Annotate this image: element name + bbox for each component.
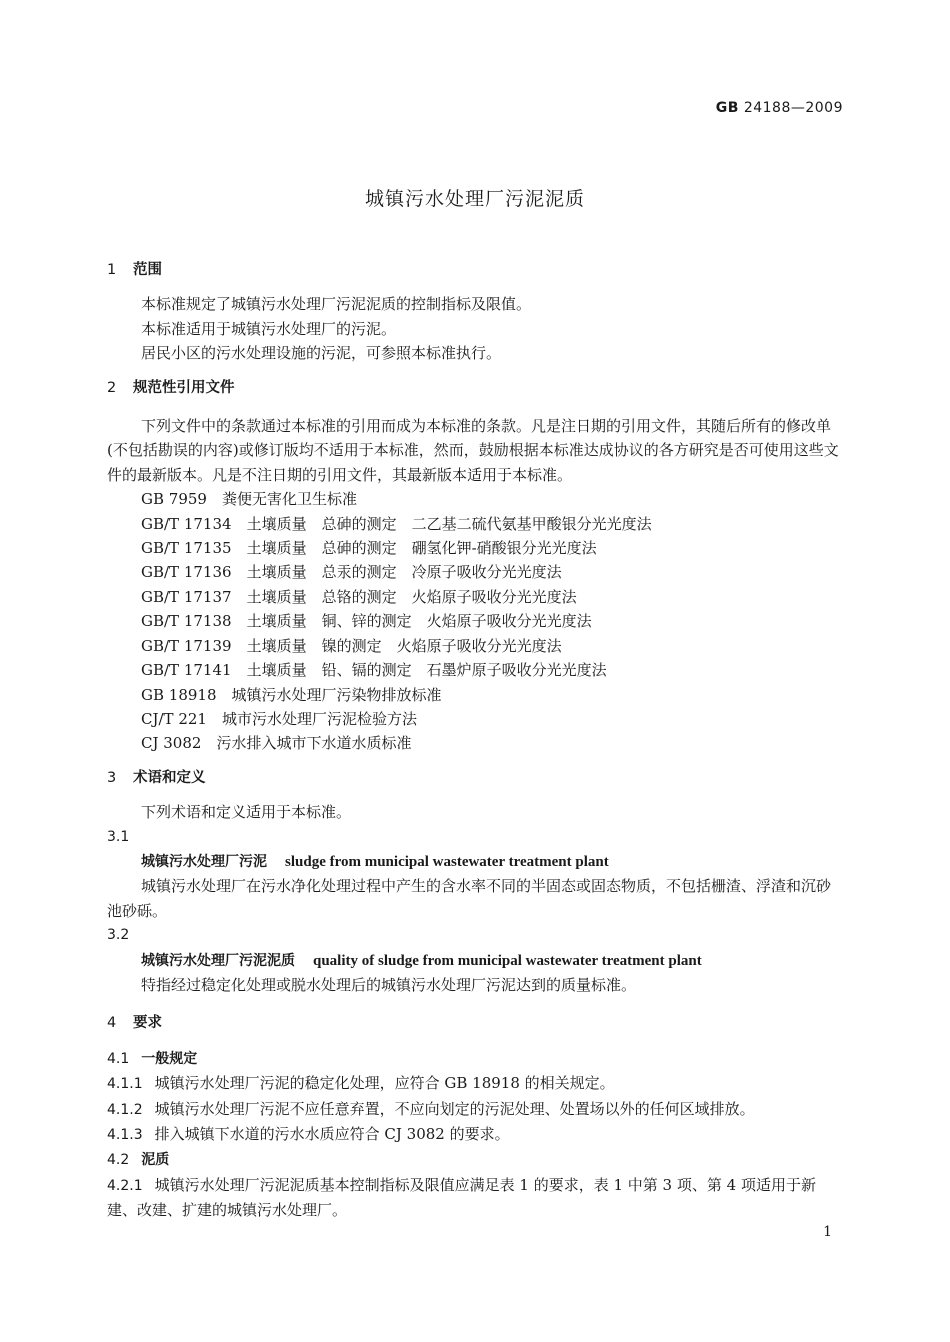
reference-code: GB/T 17135 xyxy=(141,539,232,558)
reference-title: 城市污水处理厂污泥检验方法 xyxy=(221,709,417,728)
reference-code: GB/T 17136 xyxy=(141,563,232,582)
term-english: quality of sludge from municipal wastewater treatment plant xyxy=(313,952,702,969)
reference-title: 城镇污水处理厂污染物排放标准 xyxy=(231,685,442,704)
term-chinese: 城镇污水处理厂污泥泥质 xyxy=(141,952,295,969)
reference-title: 土壤质量 铜、锌的测定 火焰原子吸收分光光度法 xyxy=(246,612,592,631)
reference-item xyxy=(107,683,843,707)
reference-item xyxy=(107,609,843,633)
reference-item xyxy=(107,536,843,560)
reference-item xyxy=(107,585,843,609)
clause: 4.1.1 城镇污水处理厂污泥的稳定化处理，应符合 GB 18918 的相关规定。 xyxy=(107,1074,615,1093)
clause: 4.1.3 排入城镇下水道的污水水质应符合 CJ 3082 的要求。 xyxy=(107,1125,510,1143)
term-chinese: 城镇污水处理厂污泥 xyxy=(141,853,267,870)
term-definition: 特指经过稳定化处理或脱水处理后的城镇污水处理厂污泥达到的质量标准。 xyxy=(141,975,637,994)
reference-code: GB/T 17138 xyxy=(141,612,232,631)
reference-code: GB/T 17134 xyxy=(141,514,232,533)
references-intro: 下列文件中的条款通过本标准的引用而成为本标准的条款。凡是注日期的引用文件，其随后所有的修改单(不包括勘误的内容)或修订版均不适用于本标准，然而，鼓励根据本标准达成协议的各方研究是否可使用这些文件的最新版本。凡是不注日期的引用文件，其最新版本适用于本标准。 xyxy=(107,417,839,484)
scope-paragraph: 居民小区的污水处理设施的污泥，可参照本标准执行。 xyxy=(141,344,502,363)
term-english: sludge from municipal wastewater treatment plant xyxy=(285,853,609,870)
reference-item xyxy=(107,707,843,731)
scope-paragraph: 本标准规定了城镇污水处理厂污泥泥质的控制指标及限值。 xyxy=(141,295,532,314)
reference-title: 土壤质量 总砷的测定 硼氢化钾-硝酸银分光光度法 xyxy=(246,539,597,558)
term-number: 3.1 xyxy=(107,828,130,845)
reference-title: 粪便无害化卫生标准 xyxy=(221,490,357,509)
clause: 4.2.1 城镇污水处理厂污泥泥质基本控制指标及限值应满足表 1 的要求，表 1 中第 3 项、第 4 项适用于新建、改建、扩建的城镇污水处理厂。 xyxy=(107,1175,816,1220)
reference-title: 污水排入城市下水道水质标准 xyxy=(216,734,412,753)
reference-code: GB 7959 xyxy=(141,490,207,509)
section-heading-requirements: 4 要求 xyxy=(107,1015,162,1032)
reference-item xyxy=(107,658,843,682)
terms-intro: 下列术语和定义适用于本标准。 xyxy=(141,803,352,822)
page-title: 城镇污水处理厂污泥泥质 xyxy=(364,188,585,210)
subsection-heading: 4.1 一般规定 xyxy=(107,1050,198,1067)
subsection-heading: 4.2 泥质 xyxy=(107,1152,170,1169)
reference-title: 土壤质量 总汞的测定 冷原子吸收分光光度法 xyxy=(246,563,562,582)
reference-title: 土壤质量 总砷的测定 二乙基二硫代氨基甲酸银分光光度法 xyxy=(246,514,652,533)
section-heading-normative-references: 2 规范性引用文件 xyxy=(107,379,235,396)
section-heading-terms: 3 术语和定义 xyxy=(107,769,206,786)
reference-title: 土壤质量 镍的测定 火焰原子吸收分光光度法 xyxy=(246,636,562,655)
reference-item xyxy=(107,512,843,536)
reference-code: GB/T 17139 xyxy=(141,636,232,655)
reference-code: CJ/T 221 xyxy=(141,709,207,728)
reference-code: GB 18918 xyxy=(141,685,217,704)
reference-title: 土壤质量 总铬的测定 火焰原子吸收分光光度法 xyxy=(246,587,577,606)
reference-code: GB/T 17141 xyxy=(141,661,232,680)
reference-title: 土壤质量 铅、镉的测定 石墨炉原子吸收分光光度法 xyxy=(246,661,607,680)
standard-prefix: GB xyxy=(715,100,739,116)
term-number: 3.2 xyxy=(107,927,130,944)
document-body xyxy=(107,258,843,1223)
clause: 4.1.2 城镇污水处理厂污泥不应任意弃置，不应向划定的污泥处理、处置场以外的任何区域排放。 xyxy=(107,1099,755,1118)
term-definition: 城镇污水处理厂在污水净化处理过程中产生的含水率不同的半固态或固态物质，不包括栅渣、浮渣和沉砂池砂砾。 xyxy=(107,877,832,920)
reference-item xyxy=(107,560,843,584)
reference-item xyxy=(107,487,843,511)
section-heading-scope: 1 范围 xyxy=(107,262,162,278)
standard-code: 24188—2009 xyxy=(743,100,843,116)
term-entry xyxy=(107,948,843,973)
page-number: 1 xyxy=(823,1224,832,1240)
term-entry xyxy=(107,849,843,874)
scope-paragraph: 本标准适用于城镇污水处理厂的污泥。 xyxy=(141,319,397,338)
reference-list xyxy=(107,487,843,755)
reference-item xyxy=(107,731,843,755)
standard-number xyxy=(716,100,843,116)
reference-item xyxy=(107,634,843,658)
reference-code: CJ 3082 xyxy=(141,734,202,753)
reference-code: GB/T 17137 xyxy=(141,587,232,606)
